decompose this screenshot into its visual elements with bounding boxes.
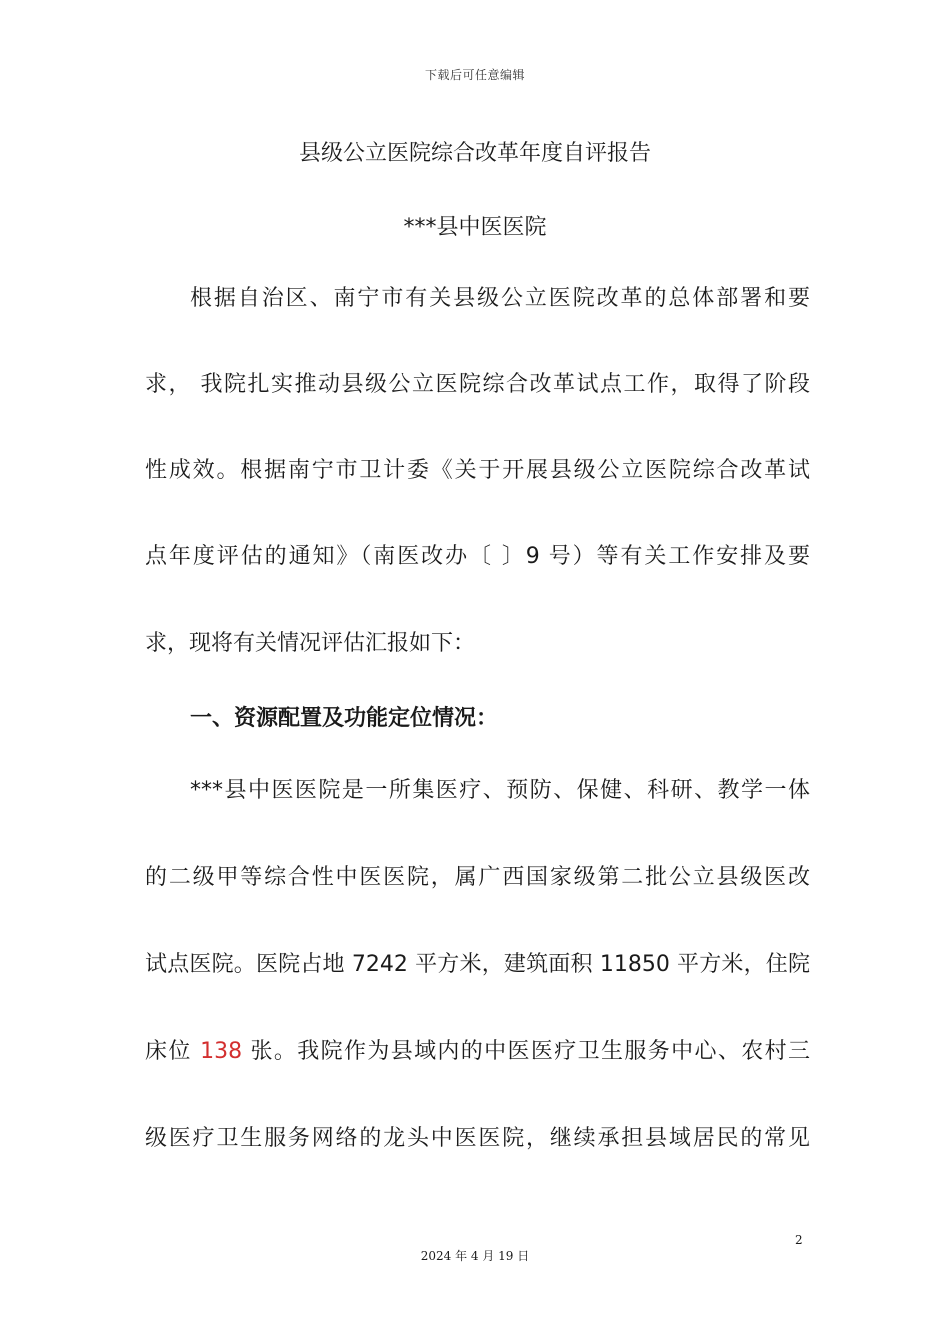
paragraph2-line1: ***县中医医院是一所集医疗、预防、保健、科研、教学一体 [190, 778, 810, 803]
paragraph2-line3: 试点医院。医院占地 7242 平方米，建筑面积 11850 平方米，住院 [145, 952, 810, 977]
report-subtitle: ***县中医医院 [403, 215, 547, 240]
header-note: 下载后可任意编辑 [424, 68, 525, 82]
paragraph1-line5: 求，现将有关情况评估汇报如下： [145, 631, 476, 656]
paragraph2-line4-post: 张。我院作为县域内的中医医疗卫生服务中心、农村三 [242, 1039, 810, 1064]
footer-date: 2024 年 4 月 19 日 [420, 1249, 530, 1263]
paragraph2-line4 [145, 1037, 810, 1067]
paragraph1-line3: 性成效。根据南宁市卫计委《关于开展县级公立医院综合改革试 [145, 458, 810, 483]
paragraph1-line1: 根据自治区、南宁市有关县级公立医院改革的总体部署和要 [190, 286, 810, 311]
paragraph2-line5: 级医疗卫生服务网络的龙头中医医院，继续承担县域居民的常见 [145, 1126, 810, 1151]
report-title: 县级公立医院综合改革年度自评报告 [298, 141, 651, 166]
paragraph1-line2: 求， 我院扎实推动县级公立医院综合改革试点工作，取得了阶段 [145, 372, 810, 397]
paragraph2-line2: 的二级甲等综合性中医医院，属广西国家级第二批公立县级医改 [145, 865, 810, 890]
page-number: 2 [795, 1233, 803, 1247]
bed-count-highlight: 138 [200, 1039, 243, 1064]
section1-heading: 一、资源配置及功能定位情况： [190, 706, 499, 731]
paragraph2-line4-pre: 床位 [145, 1039, 201, 1064]
paragraph1-line4: 点年度评估的通知》（南医改办〔 〕9 号）等有关工作安排及要 [145, 544, 810, 569]
